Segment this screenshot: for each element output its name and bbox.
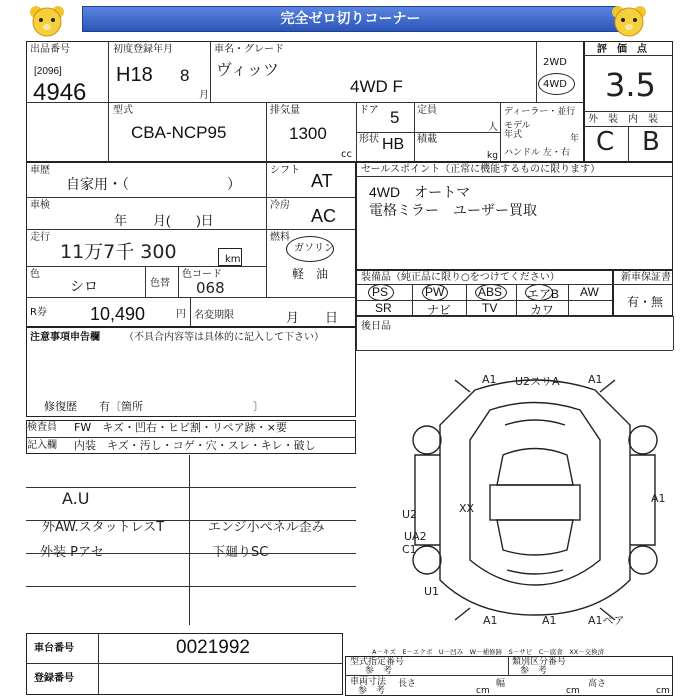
note-line1: A.U <box>62 489 90 508</box>
fuel-label: 燃料 <box>270 232 290 243</box>
shape-label: 形状 <box>359 134 379 145</box>
load-label: 積載 <box>417 134 437 145</box>
doors-label: ドア <box>359 105 379 116</box>
dims-sub: 参 考 <box>358 686 386 696</box>
dims-height-unit: cm <box>656 686 670 696</box>
dims-height: 高さ <box>588 679 607 689</box>
chassis-value: 0021992 <box>176 637 250 658</box>
first-reg-month: 8 <box>180 66 190 85</box>
dealer-model-year: モデル 年式 <box>504 121 531 140</box>
inspection-label: 車検 <box>30 200 50 211</box>
interior-grade: B <box>642 127 660 157</box>
dims-width: 幅 <box>496 679 506 689</box>
equip-ps: PS <box>372 285 389 299</box>
equip-leather: カワ <box>530 303 555 317</box>
exterior-grade: C <box>596 127 615 157</box>
color-label: 色 <box>30 269 40 280</box>
name-change-label: 名変期限 <box>194 310 234 321</box>
vehicle-grade: 4WD F <box>350 77 403 96</box>
displacement-label: 排気量 <box>270 105 300 116</box>
model-designation-label: 型式指定番号 <box>350 657 405 667</box>
ext-int-label: 外 装 内 装 <box>588 114 658 125</box>
mark-left4: U1 <box>424 585 440 598</box>
capacity-unit: 人 <box>488 122 498 133</box>
color-code-value: 068 <box>196 279 225 297</box>
lot-number: 4946 <box>33 79 87 106</box>
plate-label: 登録番号 <box>34 673 74 684</box>
model-label: 型式 <box>113 105 133 116</box>
doors-value: 5 <box>390 108 400 127</box>
header-bar <box>82 6 619 32</box>
vehicle-label: 車名・グレード <box>214 44 284 55</box>
inspector-label2: 記入欄 <box>27 440 57 451</box>
mileage-label: 走行 <box>30 232 50 243</box>
equip-navi: ナビ <box>427 303 452 317</box>
dims-label: 車両寸法 <box>350 677 387 687</box>
mark-right1: A1 <box>651 492 666 505</box>
mark-top1: A1 <box>482 373 497 386</box>
notes-label: 注意事項申告欄 <box>30 332 100 343</box>
notes-sub: （不具合内容等は具体的に記入して下さい） <box>124 332 324 343</box>
sales-points-line1: 4WD オートマ <box>369 184 471 200</box>
displacement-value: 1300 <box>289 124 327 143</box>
name-change-value: 月 日 <box>286 310 339 325</box>
mileage-unit: km <box>225 254 241 265</box>
mileage-value: 11万7千 300 <box>60 241 177 263</box>
mark-bottom3: A1ペア <box>588 614 625 627</box>
drive-2wd-label: 2WD <box>543 57 567 68</box>
note-line5: 下廻りSC <box>212 545 269 560</box>
recycle-label: R券 <box>30 307 47 318</box>
shape-value: HB <box>382 136 405 153</box>
color-change-label: 色替 <box>150 278 170 289</box>
equip-aw: AW <box>580 285 599 299</box>
history-value: 自家用・（ ） <box>66 176 241 192</box>
category-number-sub: 参 考 <box>520 666 548 676</box>
inspector-label1: 検査員 <box>27 422 57 433</box>
dealer-handle: ハンドル 左・右 <box>504 148 570 158</box>
inspector-row1: FW キズ・凹右・ヒビ割・リペア跡・×要 <box>74 421 287 434</box>
bear-logo-right-icon <box>609 4 649 38</box>
mark-left2: UA2 <box>404 530 427 543</box>
history-label: 車歴 <box>30 165 50 176</box>
lot-sub-number: [2096] <box>34 66 62 77</box>
shift-label: シフト <box>270 165 300 176</box>
score-label: 評 価 点 <box>597 44 647 55</box>
dims-width-unit: cm <box>566 686 580 696</box>
warranty-value: 有・無 <box>627 295 664 309</box>
fuel-diesel: 軽 油 <box>292 267 329 281</box>
recycle-value: 10,490 <box>90 304 146 324</box>
note-line2: 外AW.スタットレスT <box>42 520 165 535</box>
legend: A－キズ E－エクボ U－凹み W－補修跡 S－サビ C－腐食 XX－交換済 <box>372 648 605 656</box>
bear-logo-left-icon <box>27 4 67 38</box>
note-line4: 外装 Pアセ <box>40 545 104 560</box>
warranty-label: 新車保証書 <box>621 272 671 283</box>
color-code-label: 色コード <box>182 269 222 280</box>
mark-top3: A1 <box>588 373 603 386</box>
lot-label: 出品番号 <box>30 44 70 55</box>
inspector-row2: 内装 キズ・汚し・コゲ・穴・スレ・キレ・破し <box>74 439 316 452</box>
first-reg-label: 初度登録年月 <box>113 44 173 55</box>
color-value: シロ <box>70 278 98 294</box>
model-value: CBA-NCP95 <box>131 123 227 142</box>
sales-points-label: セールスポイント（正常に機能するものに限ります） <box>361 164 601 175</box>
mark-bottom1: A1 <box>483 614 498 627</box>
equip-sr: SR <box>375 301 392 315</box>
category-number-label: 類別区分番号 <box>512 657 567 667</box>
equip-pw: PW <box>425 285 445 299</box>
ac-label: 冷房 <box>270 200 290 211</box>
fuel-gasoline: ガソリン <box>294 243 334 254</box>
first-reg-year: H18 <box>116 64 153 86</box>
after-fit-label: 後日品 <box>361 321 391 332</box>
notes-repair: 修復歴 有〔箇所 〕 <box>44 400 264 413</box>
dealer-year-unit: 年 <box>570 134 580 144</box>
note-line3: エンジ小ぺネル歪み <box>208 520 325 535</box>
mark-bottom2: A1 <box>542 614 557 627</box>
model-designation-sub: 参 考 <box>365 666 393 676</box>
mark-left3: C1 <box>402 543 417 556</box>
equip-airbag: エアB <box>527 287 560 301</box>
equip-abs: ABS <box>478 285 503 299</box>
vehicle-name: ヴィッツ <box>216 60 280 79</box>
displacement-unit: cc <box>341 149 352 160</box>
header-title: 完全ゼロ切りコーナー <box>280 11 421 27</box>
equip-tv: TV <box>482 301 498 315</box>
ac-value: AC <box>311 206 337 226</box>
capacity-label: 定員 <box>417 105 437 116</box>
shift-value: AT <box>311 171 333 191</box>
sales-points-line2: 電格ミラー ユーザー買取 <box>369 202 537 218</box>
dims-length-unit: cm <box>476 686 490 696</box>
chassis-label: 車台番号 <box>34 643 74 654</box>
drive-4wd-label: 4WD <box>543 79 567 90</box>
load-unit: kg <box>487 151 498 161</box>
inspection-value: 年 月( )日 <box>114 213 214 228</box>
mark-mid: XX <box>459 502 475 515</box>
mark-left1: U2 <box>402 508 418 521</box>
mark-top2: U2スリA <box>515 375 560 388</box>
dims-length: 長さ <box>398 679 417 689</box>
dealer-label: ディーラー・並行 <box>504 107 576 117</box>
equipment-label: 装備品（純正品に限り○をつけてください） <box>361 272 560 283</box>
recycle-unit: 円 <box>176 309 186 320</box>
score-value: 3.5 <box>605 66 656 104</box>
first-reg-month-unit: 月 <box>199 90 209 101</box>
